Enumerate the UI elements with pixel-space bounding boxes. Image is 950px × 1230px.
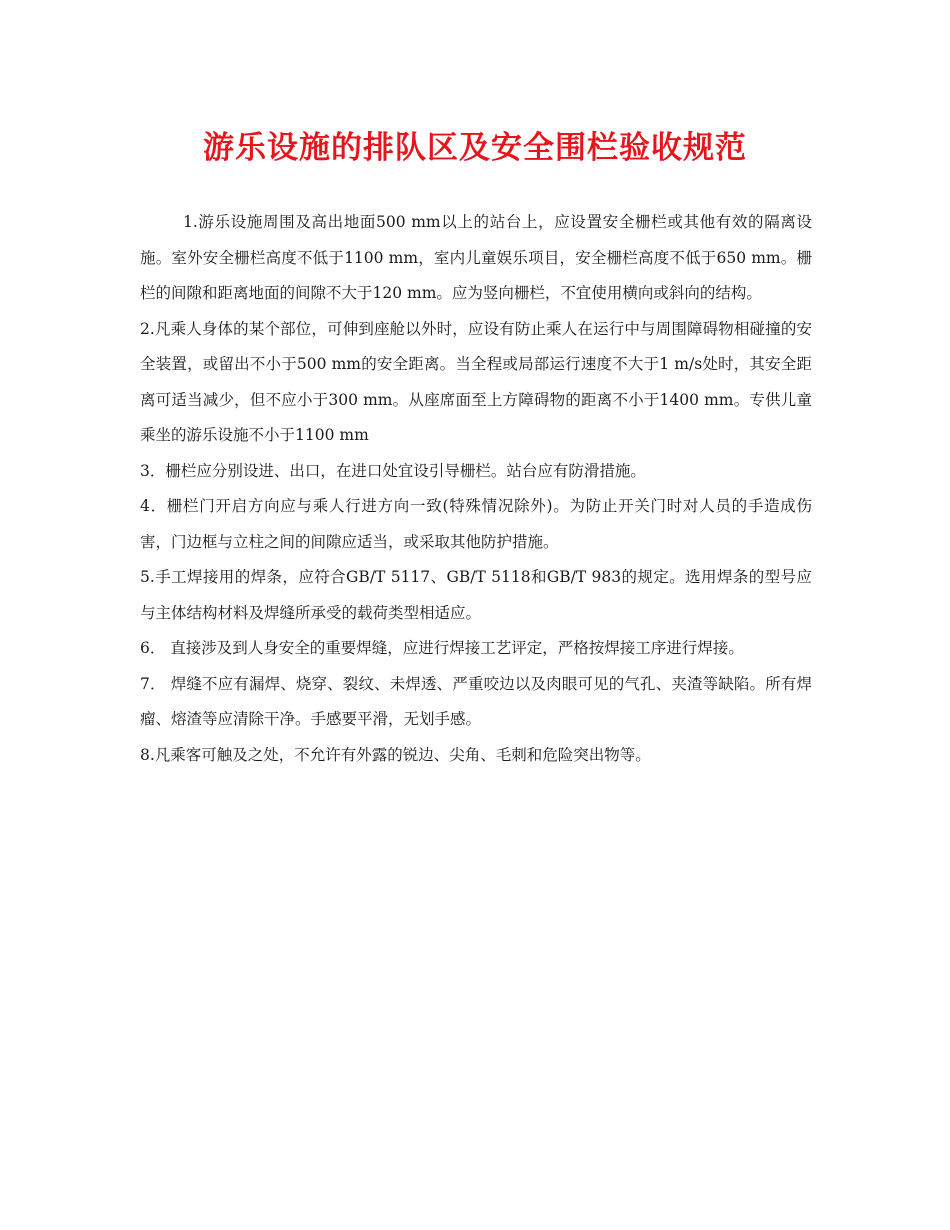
paragraph-4: 4．栅栏门开启方向应与乘人行进方向一致(特殊情况除外)。为防止开关门时对人员的手造成伤害，门边框与立柱之间的间隙应适当，或采取其他防护措施。 xyxy=(140,497,812,551)
document-body xyxy=(140,205,812,773)
paragraph-1: 1.游乐设施周围及高出地面500 mm以上的站台上，应设置安全栅栏或其他有效的隔离设施。室外安全栅栏高度不低于1100 mm，室内儿童娱乐项目，安全栅栏高度不低于650 mm。栅栏的间隙和距离地面的间隙不大于120 mm。应为竖向栅栏，不宜使用横向或斜向的结构。 xyxy=(140,213,812,302)
paragraph-6: 6． 直接涉及到人身安全的重要焊缝，应进行焊接工艺评定，严格按焊接工序进行焊接。 xyxy=(140,639,744,657)
paragraph-5: 5.手工焊接用的焊条，应符合GB/T 5117、GB/T 5118和GB/T 983的规定。选用焊条的型号应与主体结构材料及焊缝所承受的载荷类型相适应。 xyxy=(140,568,812,622)
paragraph-3: 3．栅栏应分别设进、出口，在进口处宜设引导栅栏。站台应有防滑措施。 xyxy=(140,461,646,480)
paragraph-7: 7． 焊缝不应有漏焊、烧穿、裂纹、未焊透、严重咬边以及肉眼可见的气孔、夹渣等缺陷。所有焊瘤、熔渣等应清除干净。手感要平滑，无划手感。 xyxy=(140,674,812,728)
document-title: 游乐设施的排队区及安全围栏验收规范 xyxy=(203,130,747,166)
paragraph-8: 8.凡乘客可触及之处，不允许有外露的锐边、尖角、毛刺和危险突出物等。 xyxy=(140,745,651,764)
paragraph-2: 2.凡乘人身体的某个部位，可伸到座舱以外时，应设有防止乘人在运行中与周围障碍物相碰撞的安全装置，或留出不小于500 mm的安全距离。当全程或局部运行速度不大于1 m/s处时，其安全距离可适当减少，但不应小于300 mm。从座席面至上方障碍物的距离不小于1400 mm。专供儿童乘坐的游乐设施不小于1100 mm xyxy=(140,319,812,444)
